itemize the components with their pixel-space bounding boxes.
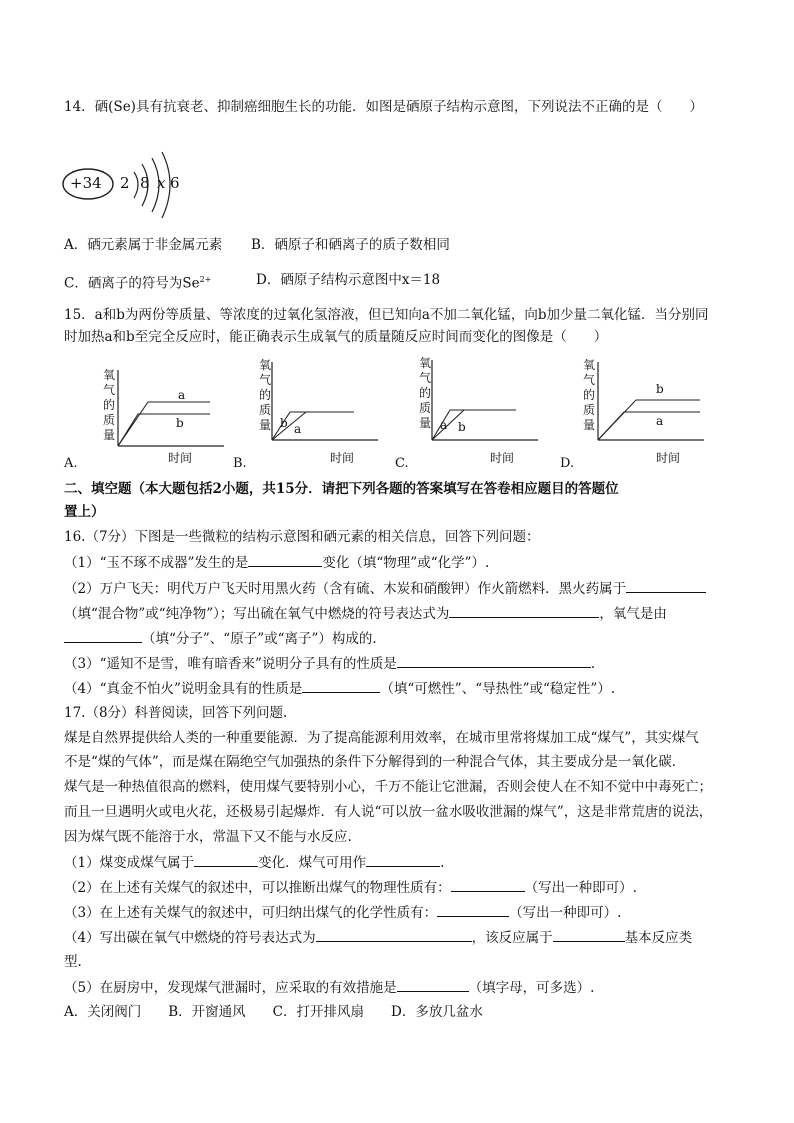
q16-answer-blank-4[interactable] bbox=[64, 628, 142, 643]
graph-b-series-a: a bbox=[294, 422, 302, 436]
graph-c bbox=[430, 360, 540, 446]
graph-c-xlabel: 时间 bbox=[490, 451, 515, 465]
q17-answer-blank-4[interactable] bbox=[437, 902, 509, 917]
graph-a-ylabel: 氧 气 的 质 量 bbox=[102, 368, 115, 442]
q16-part2-line2: （填“混合物”或“纯净物”）；写出硫在氧气中燃烧的符号表达式为 ，氧气是由 bbox=[64, 603, 667, 624]
q17-sub5: （5）在厨房中，发现煤气泄漏时，应采取的有效措施是 （填字母，可多选）. bbox=[64, 977, 594, 998]
q16-stem: 16.（7分）下图是一些微粒的结构示意图和硒元素的相关信息，回答下列问题： bbox=[64, 529, 540, 545]
graph-d bbox=[596, 362, 706, 446]
graph-b-label: B. bbox=[233, 456, 247, 471]
graph-b-series-b: b bbox=[280, 416, 288, 430]
q17-stem: 17.（8分）科普阅读，回答下列问题. bbox=[64, 705, 288, 721]
q17-answer-blank-2[interactable] bbox=[366, 852, 440, 867]
graph-b bbox=[270, 362, 380, 446]
q14-option-c: C．硒离子的符号为$Se^{2+}$ bbox=[64, 275, 212, 292]
q16-answer-blank-1[interactable] bbox=[248, 552, 322, 567]
section-2-heading-line1: 二、填空题（本大题包括2小题，共15分．请把下列各题的答案填写在答卷相应题目的答题位 bbox=[64, 481, 619, 497]
q17-para-line4: 而且一旦遇明火或电火花，还极易引起爆炸．有人说“可以放一盆水吸收泄漏的煤气”，这是非常荒唐的说法， bbox=[64, 804, 713, 820]
q14-option-d: D．硒原子结构示意图中x＝18 bbox=[256, 272, 441, 288]
section-2-heading-line2: 置上） bbox=[64, 504, 105, 520]
nucleus-label: +34 bbox=[70, 174, 102, 192]
graph-d-series-b: b bbox=[656, 382, 664, 396]
q17-para-line1: 煤是自然界提供给人类的一种重要能源．为了提高能源利用效率，在城市里常将煤加工成“煤气”，其实煤气 bbox=[64, 730, 699, 746]
q16-part3: （3）“遥知不是雪，唯有暗香来”说明分子具有的性质是 . bbox=[64, 653, 595, 674]
graph-c-series-b: b bbox=[458, 420, 466, 434]
graph-a-series-a: a bbox=[178, 388, 186, 402]
q16-answer-blank-3[interactable] bbox=[449, 603, 599, 618]
q17-sub4-continued: 型. bbox=[64, 954, 82, 970]
q17-sub2: （2）在上述有关煤气的叙述中，可以推断出煤气的物理性质有： （写出一种即可）. bbox=[64, 877, 637, 898]
q14-stem: 14．硒(Se)具有抗衰老、抑制癌细胞生长的功能．如图是硒原子结构示意图，下列说法不正确的是（ ） bbox=[64, 99, 703, 115]
graph-d-label: D. bbox=[560, 456, 575, 471]
graph-a-series-b: b bbox=[176, 416, 184, 430]
graph-a bbox=[116, 370, 226, 450]
q14-option-a: A．硒元素属于非金属元素 bbox=[64, 237, 223, 253]
graph-c-ylabel: 氧 气 的 质 量 bbox=[418, 356, 431, 430]
q16-answer-blank-6[interactable] bbox=[302, 678, 380, 693]
q16-answer-blank-5[interactable] bbox=[397, 653, 591, 668]
graph-d-series-a: a bbox=[656, 414, 664, 428]
shell-4-count: 6 bbox=[170, 174, 180, 192]
q17-answer-blank-1[interactable] bbox=[194, 852, 258, 867]
q16-part2-line1: （2）万户飞天：明代万户飞天时用黑火药（含有硫、木炭和硝酸钾）作火箭燃料．黑火药属于 bbox=[64, 578, 706, 599]
q16-part1: （1）“玉不琢不成器”发生的是 变化（填“物理”或“化学”）. bbox=[64, 552, 489, 573]
shell-2-count: 8 bbox=[140, 174, 150, 192]
graph-d-ylabel: 氧 气 的 质 量 bbox=[582, 358, 595, 432]
q16-answer-blank-2[interactable] bbox=[626, 578, 706, 593]
shell-1-count: 2 bbox=[120, 174, 130, 192]
q14-option-b: B．硒原子和硒离子的质子数相同 bbox=[251, 237, 450, 253]
q17-sub4: （4）写出碳在氧气中燃烧的符号表达式为 ，该反应属于 基本反应类 bbox=[64, 927, 692, 948]
graph-b-ylabel: 氧 气 的 质 量 bbox=[258, 358, 271, 432]
q17-sub1: （1）煤变成煤气属于 变化．煤气可用作 . bbox=[64, 852, 444, 873]
q15-stem-line1: 15．a和b为两份等质量、等浓度的过氧化氢溶液，但已知向a不加二氧化锰，向b加少量二氧化锰．当分别同 bbox=[64, 307, 709, 323]
q17-para-line3: 煤气是一种热值很高的燃料，使用煤气要特别小心，千万不能让它泄漏，否则会使人在不知不觉中中毒死亡； bbox=[64, 779, 712, 795]
q17-answer-blank-6[interactable] bbox=[553, 927, 625, 942]
q17-answer-blank-5[interactable] bbox=[316, 927, 472, 942]
q16-part2-line3: （填“分子”、“原子”或“离子”）构成的. bbox=[64, 628, 377, 649]
q16-part4: （4）“真金不怕火”说明金具有的性质是 （填“可燃性”、“导热性”或“稳定性”）. bbox=[64, 678, 615, 699]
graph-d-xlabel: 时间 bbox=[656, 451, 681, 465]
q17-options: A．关闭阀门 B．开窗通风 C．打开排风扇 D．多放几盆水 bbox=[64, 1004, 483, 1020]
q17-answer-blank-3[interactable] bbox=[451, 877, 525, 892]
shell-3-count: x bbox=[157, 174, 166, 192]
q17-para-line5: 因为煤气既不能溶于水，常温下又不能与水反应. bbox=[64, 829, 352, 845]
q17-sub3: （3）在上述有关煤气的叙述中，可归纳出煤气的化学性质有： （写出一种即可）. bbox=[64, 902, 621, 923]
graph-b-xlabel: 时间 bbox=[330, 451, 355, 465]
graph-a-xlabel: 时间 bbox=[168, 451, 193, 465]
q17-para-line2: 不是“煤的气体”，而是煤在隔绝空气加强热的条件下分解得到的一种混合气体，其主要成分是一氧化碳． bbox=[64, 754, 686, 770]
graph-c-series-a: a bbox=[440, 418, 448, 432]
selenium-atom-structure-diagram bbox=[62, 150, 192, 220]
graph-a-label: A. bbox=[64, 456, 78, 471]
q15-stem-line2: 时加热a和b至完全反应时，能正确表示生成氧气的质量随反应时间而变化的图像是（ ） bbox=[64, 329, 608, 345]
q17-answer-blank-7[interactable] bbox=[397, 977, 469, 992]
graph-c-label: C. bbox=[395, 456, 409, 471]
